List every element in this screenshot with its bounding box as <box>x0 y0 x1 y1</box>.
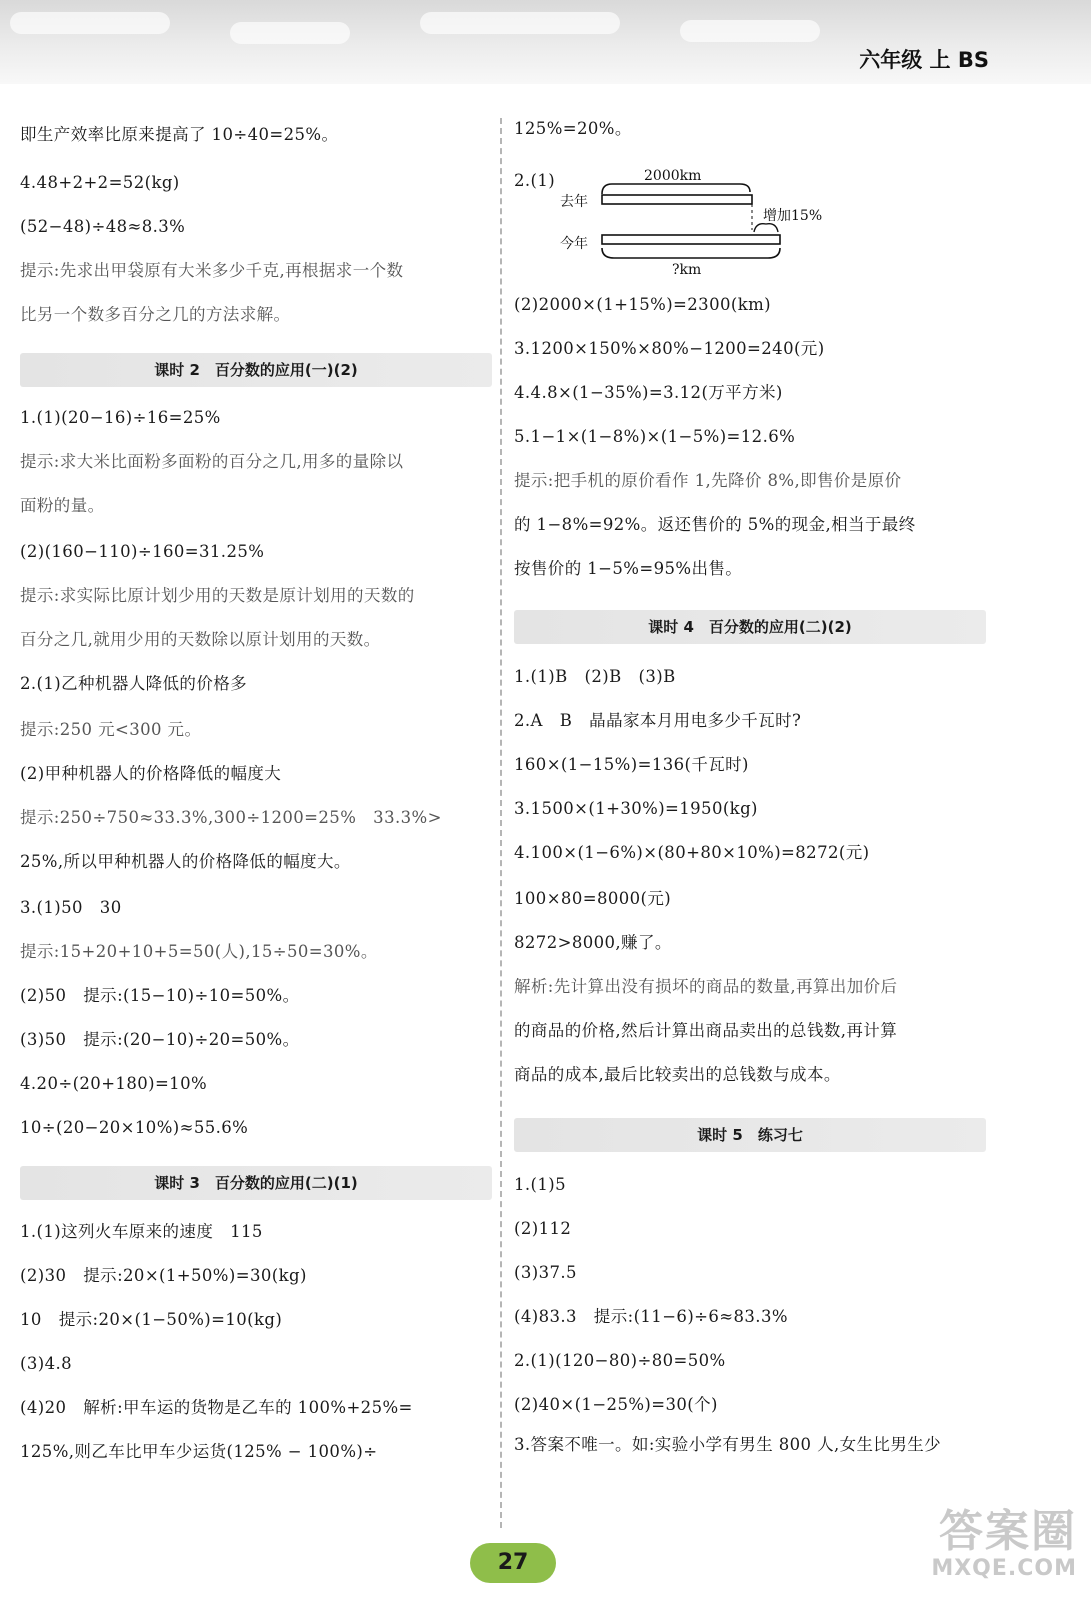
answer-line: (2)30 提示:20×(1+50%)=30(kg) <box>20 1266 307 1285</box>
answer-line: 2.(1)(120−80)÷80=50% <box>514 1351 726 1370</box>
line-segment-diagram <box>514 158 844 278</box>
answer-line: (3)37.5 <box>514 1263 577 1282</box>
answer-line: 3.答案不唯一。如:实验小学有男生 800 人,女生比男生少 <box>514 1435 942 1454</box>
hint-line: 提示:250 元<300 元。 <box>20 720 202 739</box>
diagram-increase-label: 增加15% <box>763 208 823 224</box>
answer-line: 25%,所以甲种机器人的价格降低的幅度大。 <box>20 852 351 871</box>
answer-line: (2)50 提示:(15−10)÷10=50%。 <box>20 986 300 1005</box>
answer-line: (52−48)÷48≈8.3% <box>20 217 186 236</box>
answer-line: 4.100×(1−6%)×(80+80×10%)=8272(元) <box>514 843 870 862</box>
answer-line: (2)40×(1−25%)=30(个) <box>514 1395 718 1414</box>
hint-line: 提示:求实际比原计划少用的天数是原计划用的天数的 <box>20 586 415 605</box>
grade-label: 六年级 上 BS <box>859 48 989 72</box>
answer-line: 125%=20%。 <box>514 119 632 138</box>
section-heading: 课时 5 练习七 <box>514 1118 986 1152</box>
answer-line: (3)50 提示:(20−10)÷20=50%。 <box>20 1030 300 1049</box>
answer-line: 2.A B 晶晶家本月用电多少千瓦时? <box>514 711 802 730</box>
hint-line: 提示:15+20+10+5=50(人),15÷50=30%。 <box>20 942 378 961</box>
watermark-sub: MXQE.COM <box>931 1556 1077 1581</box>
answer-line: 160×(1−15%)=136(千瓦时) <box>514 755 749 774</box>
answer-line: 的商品的价格,然后计算出商品卖出的总钱数,再计算 <box>514 1021 898 1040</box>
answer-line: 8272>8000,赚了。 <box>514 933 672 952</box>
answer-line: 4.48+2+2=52(kg) <box>20 173 180 192</box>
section-heading: 课时 2 百分数的应用(一)(2) <box>20 353 492 387</box>
answer-line: 按售价的 1−5%=95%出售。 <box>514 559 743 578</box>
answer-line: 的 1−8%=92%。返还售价的 5%的现金,相当于最终 <box>514 515 916 534</box>
answer-line: (2)2000×(1+15%)=2300(km) <box>514 295 771 314</box>
hint-line: 提示:250÷750≈33.3%,300÷1200=25% 33.3%> <box>20 808 442 827</box>
hint-line: 面粉的量。 <box>20 496 105 515</box>
page-number: 27 <box>470 1543 556 1583</box>
answer-line: (4)83.3 提示:(11−6)÷6≈83.3% <box>514 1307 788 1326</box>
answer-line: 5.1−1×(1−8%)×(1−5%)=12.6% <box>514 427 796 446</box>
answer-line: 2.(1) <box>514 171 556 190</box>
answer-line: 3.1500×(1+30%)=1950(kg) <box>514 799 758 818</box>
hint-line: 提示:把手机的原价看作 1,先降价 8%,即售价是原价 <box>514 471 902 490</box>
answer-line: 4.20÷(20+180)=10% <box>20 1074 208 1093</box>
answer-line: 商品的成本,最后比较卖出的总钱数与成本。 <box>514 1065 841 1084</box>
hint-line: 提示:先求出甲袋原有大米多少千克,再根据求一个数 <box>20 261 404 280</box>
answer-line: 10 提示:20×(1−50%)=10(kg) <box>20 1310 283 1329</box>
answer-line: 1.(1)(20−16)÷16=25% <box>20 408 221 427</box>
section-heading: 课时 4 百分数的应用(二)(2) <box>514 610 986 644</box>
answer-line: 1.(1)B (2)B (3)B <box>514 667 676 686</box>
answer-line: 3.(1)50 30 <box>20 898 122 917</box>
hint-line: 比另一个数多百分之几的方法求解。 <box>20 305 291 324</box>
diagram-bottom-label: ?km <box>672 262 702 278</box>
this-year-bar <box>602 235 780 244</box>
watermark-main: 答案圈 <box>939 1506 1077 1557</box>
answer-line: (2)(160−110)÷160=31.25% <box>20 542 265 561</box>
hint-line: 提示:求大米比面粉多面粉的百分之几,用多的量除以 <box>20 452 404 471</box>
hint-line: 解析:先计算出没有损坏的商品的数量,再算出加价后 <box>514 977 898 996</box>
diagram-last-year-label: 去年 <box>560 194 588 210</box>
right-column <box>514 0 994 1600</box>
column-divider <box>500 118 502 1528</box>
answer-line: 1.(1)这列火车原来的速度 115 <box>20 1222 263 1241</box>
answer-line: 1.(1)5 <box>514 1175 567 1194</box>
answer-line: (4)20 解析:甲车运的货物是乙车的 100%+25%= <box>20 1398 413 1417</box>
diagram-this-year-label: 今年 <box>560 236 588 252</box>
answer-line: 4.4.8×(1−35%)=3.12(万平方米) <box>514 383 783 402</box>
answer-line: 10÷(20−20×10%)≈55.6% <box>20 1118 249 1137</box>
answer-line: (2)甲种机器人的价格降低的幅度大 <box>20 764 282 783</box>
answer-line: (3)4.8 <box>20 1354 73 1373</box>
answer-line: 即生产效率比原来提高了 10÷40=25%。 <box>20 125 339 144</box>
hint-line: 百分之几,就用少用的天数除以原计划用的天数。 <box>20 630 381 649</box>
answer-line: 100×80=8000(元) <box>514 889 672 908</box>
answer-line: 125%,则乙车比甲车少运货(125% − 100%)÷ <box>20 1442 378 1461</box>
section-heading: 课时 3 百分数的应用(二)(1) <box>20 1166 492 1200</box>
answer-line: 3.1200×150%×80%−1200=240(元) <box>514 339 825 358</box>
last-year-bar <box>602 195 752 204</box>
watermark <box>897 1508 1077 1594</box>
left-column <box>20 0 500 1600</box>
diagram-top-label: 2000km <box>644 168 702 184</box>
answer-line: (2)112 <box>514 1219 572 1238</box>
answer-line: 2.(1)乙种机器人降低的价格多 <box>20 674 248 693</box>
